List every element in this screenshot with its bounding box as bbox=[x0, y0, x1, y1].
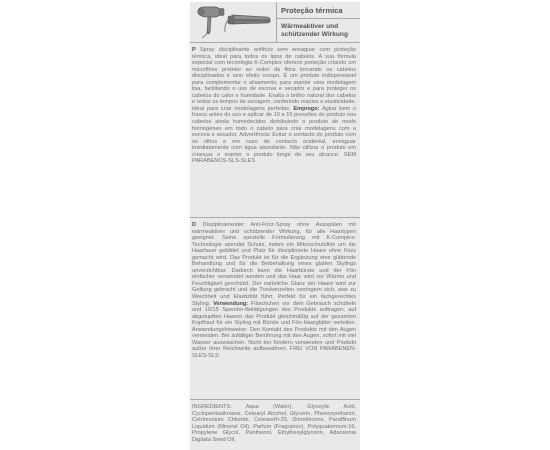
title-german-line2: schützender Wirkung bbox=[281, 31, 348, 38]
styling-icons bbox=[190, 2, 277, 42]
description-pt: Spray disciplinante antifrizz sem enxaguar com proteção térmica, ideal para todos os tipos de cabelos. A sua fórmula especial com tecnologia K-Complex oferece proteção criando um microfilme protetor ao redor da fibra tornando os cabelos disciplinados e sem efeito crespo. É um produto indispensável para complementar o alisamento, para manter uma modelagem lisa, facilitando o uso de escova e secador e para proteger os cabelos do calor e humidade. Exalta o brilho natural dos cabelos e reduz os tempos de secagem, conferindo maciez e elasticidade. Ideal para criar modelagens perfeitas. bbox=[192, 47, 356, 112]
usage-label-pt: Emprego: bbox=[293, 105, 320, 112]
usage-text-pt: Agitar bem o frasco antes do uso e aplicar de 10 a 15 pressões de produto nos cabelos ainda humedecidos distribuindo o produto de modo homogéneo em todo o cabelo para criar modelagens com a escova e secador. Advertência: Evitar o contacto do produto com os olhos e em caso de contacto acidental, enxaguar imediatamente com água abundante. Não utilizar o produto em crianças e manter o produto longe do seu alcance. SEM PARABENOS-SLS-SLES bbox=[192, 105, 357, 165]
flat-iron-icon bbox=[225, 15, 270, 32]
usage-text-de: Fläschchen vor dem Gebrauch schütteln und 10/15 Spender-Betätigungen des Produkts auftragen; auf abgetupften Haaren das Produkt gleichmäßig auf der gesamten Kopfhaut für ein Styling mit Bürste und Fön-Haarglätter verteilen. Anwendungshinweise: Den Kontakt des Produkts mit den Augen vermeiden. Bei zufälliger Berührung mit den Augen, sofort mit viel Wasser auswaschen. Nicht bei Kindern verwenden und Produkt außer ihrer Reichweite aufbewahren. FREI VON PARABENEN-SLES-SLS bbox=[192, 300, 356, 359]
usage-label-de: Verwendung: bbox=[213, 300, 249, 307]
title-german bbox=[277, 20, 360, 42]
title-block bbox=[277, 2, 360, 42]
product-label bbox=[190, 2, 360, 450]
label-header bbox=[190, 2, 360, 43]
ingredients-text: INGREDIENTS: Aqua (Water), Glyoxylic Acid, Cyclopentasiloxane, Cetearyl Alcohol, Glycerin, Phenoxyethanol, Cetrimonium Chloride, Ceteareth-20, Dimethicone, Paraffinum Liquidum (Mineral Oil), Parfum (Fragrance), Polyquaternium-16, Propylene Glycol, Panthenol, Ethylhexylglycerin, Adansonia Digitata Seed Oil, bbox=[192, 404, 356, 443]
lang-code-de: D bbox=[192, 222, 197, 228]
section-german bbox=[192, 222, 356, 359]
title-german-line1: Wärmeaktiver und bbox=[281, 23, 339, 30]
section-portuguese bbox=[192, 47, 356, 165]
hair-dryer-icon bbox=[198, 7, 224, 38]
divider bbox=[190, 217, 360, 218]
lang-code-pt: P bbox=[192, 47, 196, 53]
styling-tools-graphic bbox=[192, 4, 274, 40]
ingredients-list bbox=[192, 404, 356, 443]
title-portuguese: Proteção térmica bbox=[277, 2, 360, 19]
description-de: Disziplinierender Anti-Frizz-Spray ohne Ausspülen mit wärmeaktiver und schützender Wirkung, für alle Haartypen geeignet. Seine spezielle Formulierung mit K-Complex-Technologie spendet Schutz, indem ein Mikroschutzfilm um die Haarfaser gebildet und Platz für disziplinierte Haare ohne Frizz gemacht wird. Das Produkt ist für die Ergänzung eine glättende Behandlung und für die Beibehaltung eines glatten Stylings unverzichtbar. Dadurch kann die Haarbürste und der Fön einfacher verwendet werden und das Haar wird vor Wärme und Feuchtigkeit geschützt. Der natürliche Glanz der Haare wird zur Geltung gebracht und die Trockenzeiten verringern sich, was zu Weichheit und Elastizität führt. Perfekt für ein fachgerechtes Styling. bbox=[192, 222, 356, 307]
divider bbox=[190, 399, 360, 400]
